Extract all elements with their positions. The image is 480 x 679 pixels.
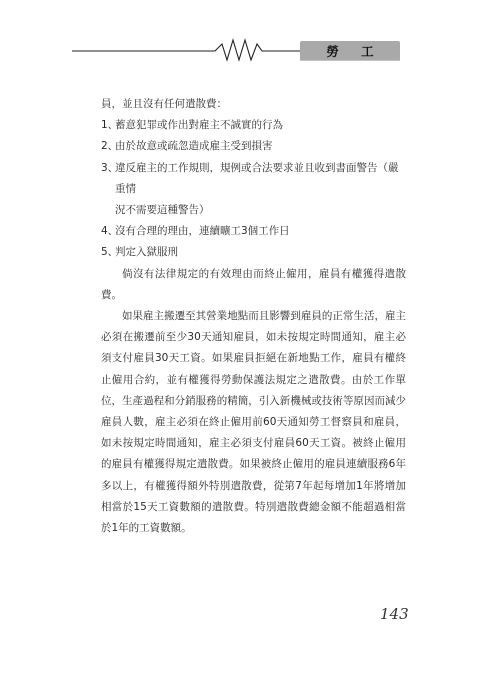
- list-item-number: 3、: [101, 161, 119, 174]
- list-item: [101, 242, 406, 263]
- list-item: [101, 158, 406, 200]
- paragraph-relocation: 如果雇主搬遷至其營業地點而且影響到雇員的正常生活，雇主必須在搬遷前至少30天通知雇員，如未按規定時間通知，雇主必須支付雇員30天工資。如果雇員拒絕在新地點工作，雇員有權終止僱用合約，並有權獲得勞動保護法規定之遣散費。由於工作單位，生產過程和分銷服務的精簡，引入新機械或技術等原因而減少雇員人數，雇主必須在終止僱用前60天通知勞工督察員和雇員，如未按規定時間通知，雇主必須支付雇員60天工資。被終止僱用的雇員有權獲得規定遣散費。如果被終止僱用的雇員連續服務6年多以上，有權獲得額外特別遣散費，從第7年起每增加1年將增加相當於15天工資數額的遣散費。特別遣散費總金額不能超過相當於1年的工資數額。: [101, 310, 406, 535]
- list-item-text: 蓄意犯罪或作出對雇主不誠實的行為: [115, 119, 283, 132]
- page-body: [101, 94, 406, 539]
- intro-line: 員，並且沒有任何遣散費：: [101, 98, 227, 110]
- list-item-number: 5、: [101, 246, 119, 259]
- section-header-tab: [300, 41, 400, 60]
- list-item-text: 違反雇主的工作規則，規例或合法要求並且收到書面警告（嚴重情: [115, 161, 399, 195]
- page-number: 143: [380, 605, 409, 623]
- list-item-continuation: 況不需要這種警告）: [115, 204, 210, 217]
- list-item-text: 由於故意或疏忽造成雇主受到損害: [115, 140, 273, 153]
- list-item-number: 2、: [101, 140, 119, 153]
- section-header-label: 勞 工: [326, 43, 383, 59]
- list-item-number: 4、: [101, 225, 119, 238]
- list-item-text: 沒有合理的理由，連續曠工3個工作日: [115, 225, 290, 238]
- list-item-text: 判定入獄服刑: [115, 246, 178, 259]
- list-item-number: 1、: [101, 119, 119, 132]
- paragraph-severance: 倘沒有法律規定的有效理由而終止僱用，雇員有權獲得遣散費。: [101, 267, 406, 301]
- list-item: [101, 221, 406, 242]
- header-zigzag-line: [72, 40, 300, 60]
- list-item: [101, 115, 406, 136]
- header-rule-waveform: [0, 0, 480, 80]
- list-item: [101, 136, 406, 157]
